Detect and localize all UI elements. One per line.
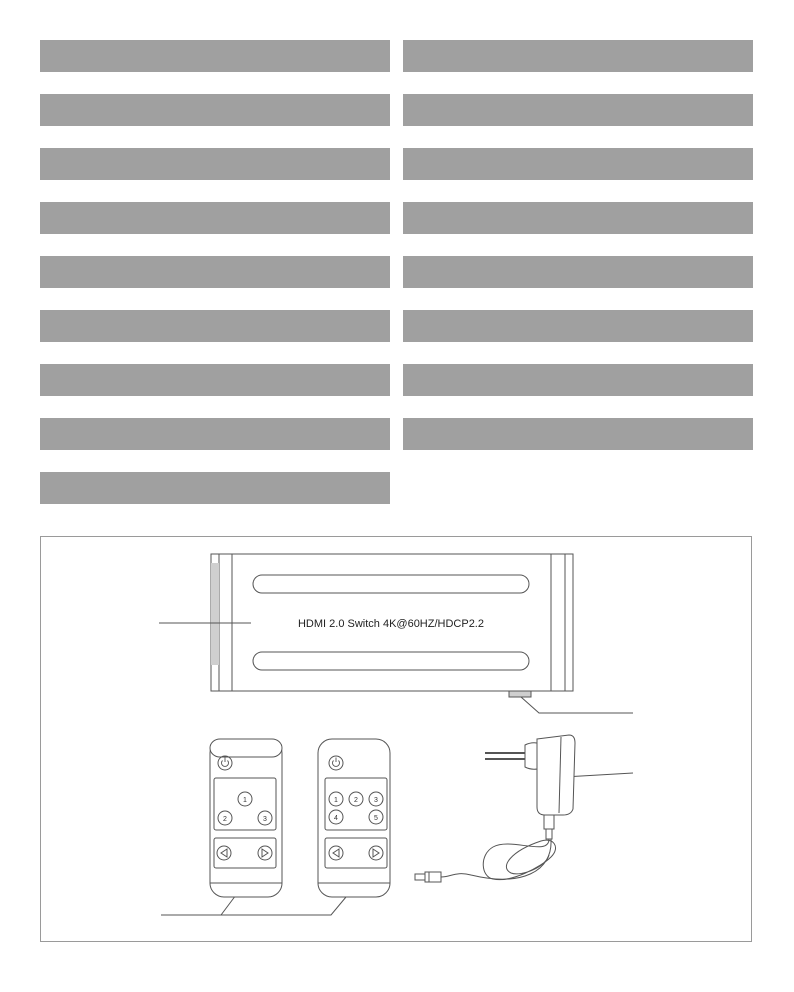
blank-bar (403, 94, 753, 126)
remote-a-button-1: 1 (243, 797, 247, 804)
remote-b-button-3: 3 (374, 797, 378, 804)
remote-b-button-5: 5 (374, 815, 378, 822)
blank-bar (403, 256, 753, 288)
blank-bar (403, 148, 753, 180)
blank-bar (40, 40, 390, 72)
blank-bar (40, 256, 390, 288)
blank-bar (403, 364, 753, 396)
remote-control-3-port (210, 739, 282, 897)
remote-control-5-port (318, 739, 390, 897)
power-adapter (415, 735, 575, 882)
package-contents-drawing (41, 537, 753, 943)
blank-bar (40, 472, 390, 504)
remote-b-button-2: 2 (354, 797, 358, 804)
remote-b-button-4: 4 (334, 815, 338, 822)
remote-a-button-2: 2 (223, 816, 227, 823)
blank-bar (403, 202, 753, 234)
remote-b-button-1: 1 (334, 797, 338, 804)
blank-bar (40, 418, 390, 450)
blank-bar (40, 364, 390, 396)
blank-bar (403, 418, 753, 450)
remote-a-button-3: 3 (263, 816, 267, 823)
package-contents-figure (40, 536, 752, 942)
blank-bar (40, 202, 390, 234)
hdmi-switch-device (211, 554, 573, 697)
blank-bar (40, 310, 390, 342)
blank-bar (403, 40, 753, 72)
blank-bar (403, 310, 753, 342)
device-label: HDMI 2.0 Switch 4K@60HZ/HDCP2.2 (297, 618, 485, 630)
blank-bar (40, 148, 390, 180)
blank-bar (40, 94, 390, 126)
